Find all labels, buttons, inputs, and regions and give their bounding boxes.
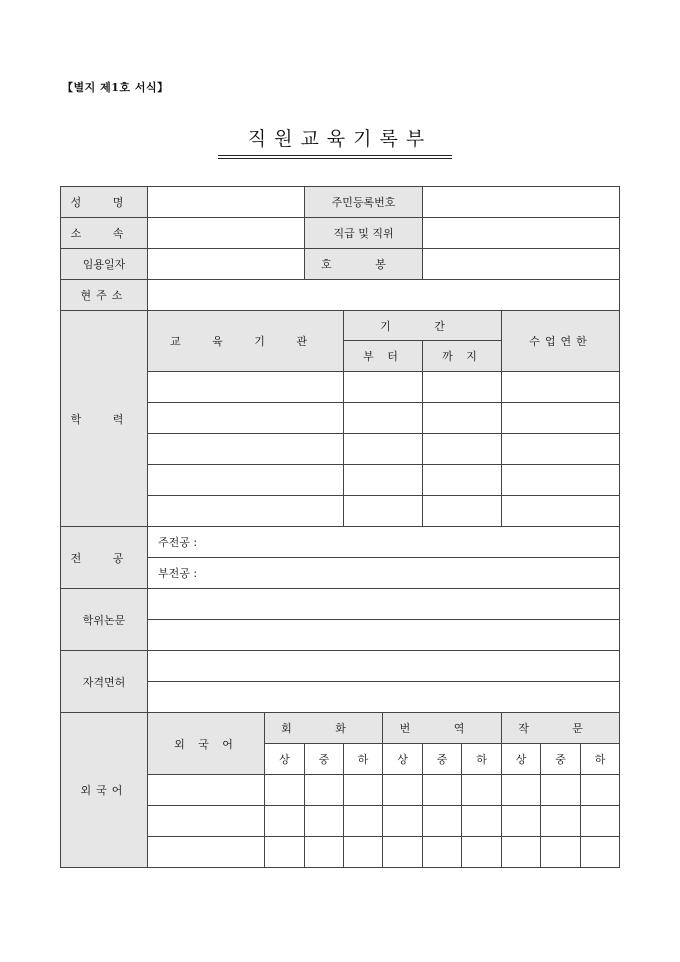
years-header: 수업연한	[502, 311, 620, 372]
license-label: 자격면허	[61, 651, 148, 713]
composition-mid: 중	[541, 744, 581, 775]
years-cell[interactable]	[502, 403, 620, 434]
translation-mid: 중	[423, 744, 462, 775]
years-cell[interactable]	[502, 372, 620, 403]
grade-cell[interactable]	[462, 775, 502, 806]
grade-cell[interactable]	[344, 806, 383, 837]
language-cell[interactable]	[148, 806, 265, 837]
period-header: 기 간	[344, 311, 502, 341]
translation-high: 상	[383, 744, 423, 775]
thesis-field[interactable]	[148, 589, 620, 620]
rank-position-field[interactable]	[423, 218, 620, 249]
language-cell[interactable]	[148, 775, 265, 806]
grade-cell[interactable]	[541, 837, 581, 868]
record-form-table	[60, 186, 620, 868]
rank-position-label: 직급 및 직위	[305, 218, 423, 249]
thesis-label: 학위논문	[61, 589, 148, 651]
major-label: 전 공	[61, 527, 148, 589]
appointment-date-label: 임용일자	[61, 249, 148, 280]
institution-cell[interactable]	[148, 434, 344, 465]
years-cell[interactable]	[502, 496, 620, 527]
grade-cell[interactable]	[462, 837, 502, 868]
years-cell[interactable]	[502, 465, 620, 496]
address-field[interactable]	[148, 280, 620, 311]
grade-cell[interactable]	[344, 837, 383, 868]
thesis-field[interactable]	[148, 620, 620, 651]
institution-cell[interactable]	[148, 496, 344, 527]
foreign-lang-label: 외국어	[61, 713, 148, 868]
education-label: 학 력	[61, 311, 148, 527]
affiliation-label: 소 속	[61, 218, 148, 249]
sub-major-field[interactable]: 부전공 :	[148, 558, 620, 589]
from-cell[interactable]	[344, 372, 423, 403]
grade-cell[interactable]	[423, 837, 462, 868]
main-major-field[interactable]: 주전공 :	[148, 527, 620, 558]
grade-cell[interactable]	[344, 775, 383, 806]
grade-cell[interactable]	[305, 806, 344, 837]
to-cell[interactable]	[423, 403, 502, 434]
grade-cell[interactable]	[581, 806, 620, 837]
grade-cell[interactable]	[502, 806, 541, 837]
from-cell[interactable]	[344, 403, 423, 434]
conversation-high: 상	[265, 744, 305, 775]
grade-cell[interactable]	[423, 806, 462, 837]
to-cell[interactable]	[423, 465, 502, 496]
from-cell[interactable]	[344, 434, 423, 465]
conversation-mid: 중	[305, 744, 344, 775]
form-number-label: 【별지 제1호 서식】	[62, 81, 169, 94]
grade-cell[interactable]	[383, 775, 423, 806]
institution-cell[interactable]	[148, 403, 344, 434]
grade-field[interactable]	[423, 249, 620, 280]
from-header: 부 터	[344, 341, 423, 372]
grade-cell[interactable]	[383, 806, 423, 837]
conversation-header: 회 화	[265, 713, 383, 744]
grade-cell[interactable]	[541, 775, 581, 806]
name-field[interactable]	[148, 187, 305, 218]
title-underline-top	[218, 155, 452, 156]
translation-header: 번 역	[383, 713, 502, 744]
appointment-date-field[interactable]	[148, 249, 305, 280]
address-label: 현주소	[61, 280, 148, 311]
grade-cell[interactable]	[265, 775, 305, 806]
grade-cell[interactable]	[462, 806, 502, 837]
grade-cell[interactable]	[265, 837, 305, 868]
grade-cell[interactable]	[541, 806, 581, 837]
title-underline-bottom	[218, 158, 452, 159]
institution-cell[interactable]	[148, 465, 344, 496]
grade-label: 호 봉	[305, 249, 423, 280]
grade-cell[interactable]	[581, 837, 620, 868]
grade-cell[interactable]	[502, 775, 541, 806]
resident-no-label: 주민등록번호	[305, 187, 423, 218]
grade-cell[interactable]	[423, 775, 462, 806]
from-cell[interactable]	[344, 496, 423, 527]
license-field[interactable]	[148, 651, 620, 682]
conversation-low: 하	[344, 744, 383, 775]
translation-low: 하	[462, 744, 502, 775]
grade-cell[interactable]	[581, 775, 620, 806]
from-cell[interactable]	[344, 465, 423, 496]
to-cell[interactable]	[423, 496, 502, 527]
name-label: 성 명	[61, 187, 148, 218]
grade-cell[interactable]	[502, 837, 541, 868]
page-title: 직원교육기록부	[247, 128, 433, 150]
grade-cell[interactable]	[305, 837, 344, 868]
years-cell[interactable]	[502, 434, 620, 465]
to-header: 까 지	[423, 341, 502, 372]
composition-low: 하	[581, 744, 620, 775]
composition-high: 상	[502, 744, 541, 775]
to-cell[interactable]	[423, 434, 502, 465]
grade-cell[interactable]	[265, 806, 305, 837]
resident-no-field[interactable]	[423, 187, 620, 218]
grade-cell[interactable]	[383, 837, 423, 868]
composition-header: 작 문	[502, 713, 620, 744]
to-cell[interactable]	[423, 372, 502, 403]
institution-header: 교 육 기 관	[148, 311, 344, 372]
grade-cell[interactable]	[305, 775, 344, 806]
language-header: 외 국 어	[148, 713, 265, 775]
institution-cell[interactable]	[148, 372, 344, 403]
language-cell[interactable]	[148, 837, 265, 868]
affiliation-field[interactable]	[148, 218, 305, 249]
license-field[interactable]	[148, 682, 620, 713]
